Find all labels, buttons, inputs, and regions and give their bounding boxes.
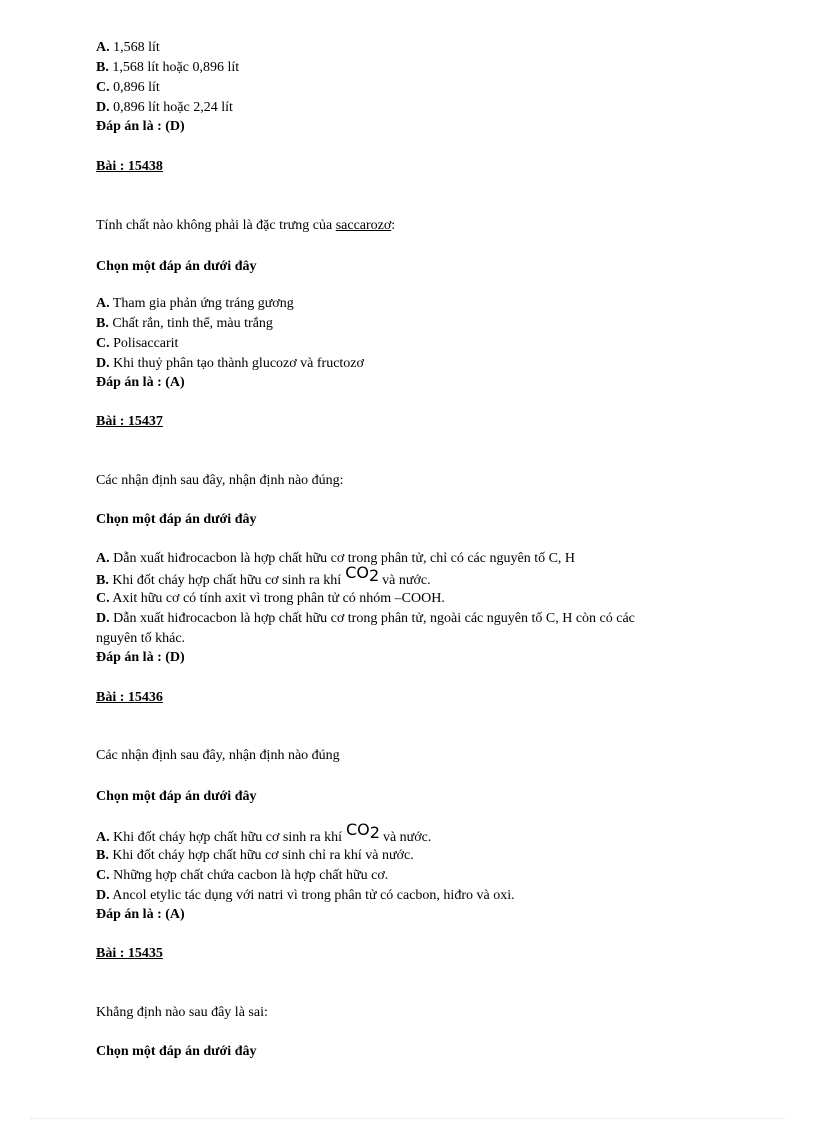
option-c: C. Axit hữu cơ có tính axit vì trong phân tử có nhóm –COOH. <box>96 591 445 606</box>
question-text: Tính chất nào không phải là đặc trưng của saccarozơ: <box>96 218 396 233</box>
question-text: Khẳng định nào sau đây là sai: <box>96 1005 268 1020</box>
option-a: A. 1,568 lít <box>96 40 160 55</box>
saccarozo-term: saccarozơ <box>335 218 392 233</box>
option-a: A. Dẫn xuất hiđrocacbon là hợp chất hữu cơ trong phân tử, chỉ có các nguyên tố C, H <box>96 551 576 566</box>
choose-label: Chọn một đáp án dưới đây <box>96 1044 257 1059</box>
option-d: D. Dẫn xuất hiđrocacbon là hợp chất hữu cơ trong phân tử, ngoài các nguyên tố C, H còn có các <box>96 611 635 626</box>
option-a: A. Khi đốt cháy hợp chất hữu cơ sinh ra khí $CO_2$ và nước. <box>96 820 432 845</box>
option-c: C. Polisaccarit <box>96 336 179 351</box>
answer-line: Đáp án là : (A) <box>96 375 185 390</box>
question-title: Bài : 15436 <box>96 690 163 705</box>
option-d: D. Ancol etylic tác dụng với natri vì trong phân tử có cacbon, hiđro và oxi. <box>96 888 515 903</box>
option-b: B. Khi đốt cháy hợp chất hữu cơ sinh chỉ ra khí và nước. <box>96 848 414 863</box>
option-c: C. Những hợp chất chứa cacbon là hợp chất hữu cơ. <box>96 868 389 883</box>
answer-line: Đáp án là : (D) <box>96 650 185 665</box>
question-title: Bài : 15435 <box>96 946 163 961</box>
option-d: D. 0,896 lít hoặc 2,24 lít <box>96 100 233 115</box>
question-text: Các nhận định sau đây, nhận định nào đúng <box>96 748 340 763</box>
co2-formula: $CO_2$ <box>345 820 380 842</box>
choose-label: Chọn một đáp án dưới đây <box>96 259 257 274</box>
question-title: Bài : 15437 <box>96 414 163 429</box>
option-b: B. Chất rắn, tinh thể, màu trắng <box>96 316 273 331</box>
answer-line: Đáp án là : (A) <box>96 907 185 922</box>
choose-label: Chọn một đáp án dưới đây <box>96 512 257 527</box>
question-text: Các nhận định sau đây, nhận định nào đúng: <box>96 473 344 488</box>
option-b: B. 1,568 lít hoặc 0,896 lít <box>96 60 240 75</box>
answer-line: Đáp án là : (D) <box>96 119 185 134</box>
option-d-continued: nguyên tố khác. <box>96 631 186 646</box>
option-d: D. Khi thuỷ phân tạo thành glucozơ và fructozơ <box>96 356 364 371</box>
co2-formula: $CO_2$ <box>345 563 380 585</box>
option-c: C. 0,896 lít <box>96 80 160 95</box>
option-b: B. Khi đốt cháy hợp chất hữu cơ sinh ra khí $CO_2$ và nước. <box>96 563 431 588</box>
option-a: A. Tham gia phản ứng tráng gương <box>96 296 294 311</box>
page-bottom-divider <box>30 1118 786 1119</box>
question-title: Bài : 15438 <box>96 159 163 174</box>
choose-label: Chọn một đáp án dưới đây <box>96 789 257 804</box>
